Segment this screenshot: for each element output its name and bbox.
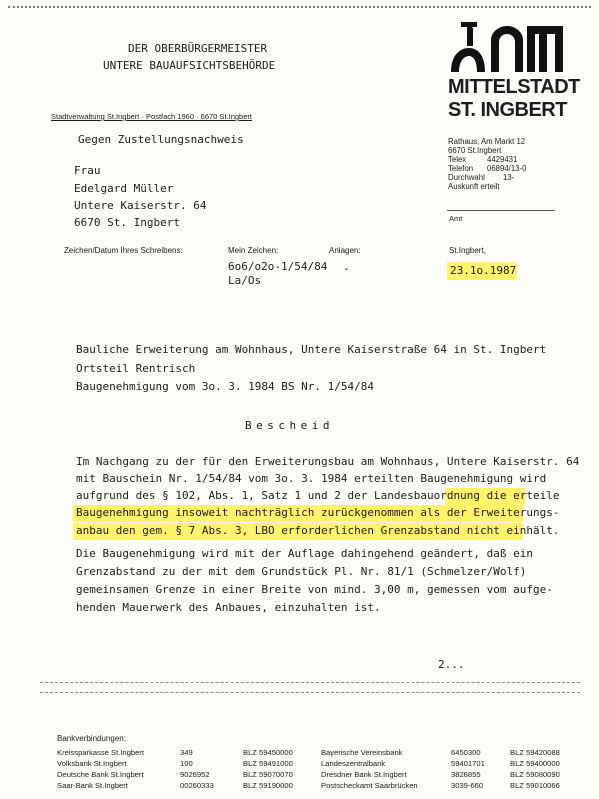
telex-value: 4429431 <box>487 155 518 164</box>
attachments-value: - <box>343 262 350 275</box>
bank-blz: BLZ 59491000 <box>243 759 293 768</box>
bank-blz: BLZ 59080090 <box>510 770 560 779</box>
bank-name: Postscheckamt Saarbrücken <box>321 781 418 790</box>
body-line-9: henden Mauerwerk des Anbaues, einzuhalten ist. <box>76 601 381 614</box>
sender-department: UNTERE BAUAUFSICHTSBEHÖRDE <box>103 59 276 72</box>
subject-line1: Bauliche Erweiterung am Wohnhaus, Untere Kaiserstraße 64 in St. Ingbert <box>76 343 547 356</box>
city-logo-icon <box>447 18 565 74</box>
body-line-6: Die Baugenehmigung wird mit der Auflage dahingehend geändert, daß ein <box>76 547 533 560</box>
bank-account: 100 <box>180 759 193 768</box>
body-line-5: anbau den gem. § 7 Abs. 3, LBO erforderlichen Grenzabstand nicht einhält. <box>76 524 560 537</box>
top-dotted-border <box>8 6 591 8</box>
telefon-label: Telefon <box>448 164 474 173</box>
telex-label: Telex <box>448 155 467 164</box>
place-label: St.Ingbert, <box>449 246 486 255</box>
durchwahl-label: Durchwahl <box>448 173 485 182</box>
bank-blz: BLZ 59010066 <box>510 781 560 790</box>
their-reference-label: Zeichen/Datum Ihres Schreibens: <box>64 246 183 255</box>
return-address: Stadtverwaltung St.Ingbert · Postfach 1960 · 6670 St.Ingbert <box>51 112 252 121</box>
bank-blz: BLZ 59420088 <box>510 748 560 757</box>
bank-name: Landeszentralbank <box>321 759 386 768</box>
contact-address2: 6670 St.Ingbert <box>448 146 502 155</box>
bank-account: 3039-660 <box>451 781 484 790</box>
recipient-name: Edelgard Müller <box>74 182 174 195</box>
auskunft-label: Auskunft erteilt <box>448 182 500 191</box>
bank-name: Kreissparkasse St.Ingbert <box>57 748 144 757</box>
contact-address1: Rathaus, Am Markt 12 <box>448 137 526 146</box>
bank-section-title: Bankverbindungen: <box>57 734 126 743</box>
body-line-4: Baugenehmigung insoweit nachträglich zurückgenommen als der Erweiterungs- <box>76 506 560 519</box>
body-line-1: Im Nachgang zu der für den Erweiterungsbau am Wohnhaus, Untere Kaiserstr. 64 <box>76 455 580 468</box>
bank-blz: BLZ 59070070 <box>243 770 293 779</box>
letter-date: 23.1o.1987 <box>450 264 517 277</box>
recipient-city: 6670 St. Ingbert <box>74 216 180 229</box>
bank-account: 9026952 <box>180 770 210 779</box>
body-line-7: Grenzabstand zu der mit dem Grundstück Pl. Nr. 81/1 (Schmelzer/Wolf) <box>76 565 527 578</box>
bank-name: Dresdner Bank St.Ingbert <box>321 770 407 779</box>
bank-name: Deutsche Bank St.Ingbert <box>57 770 144 779</box>
subject-line3: Baugenehmigung vom 3o. 3. 1984 BS Nr. 1/54/84 <box>76 380 375 393</box>
shipping-note: Gegen Zustellungsnachweis <box>78 133 244 146</box>
footer-dashed-rule-2 <box>40 692 580 693</box>
body-line-2: mit Bauschein Nr. 1/54/84 vom 3o. 3. 1984 erteilten Baugenehmigung wird <box>76 472 547 485</box>
body-line-3 <box>76 489 559 502</box>
body-line-8: gemeinsamen Grenze in einer Breite von mind. 3,00 m, gemessen vom aufge- <box>76 583 553 596</box>
our-reference-initials: La/Os <box>228 274 262 287</box>
bank-account: 00260333 <box>180 781 214 790</box>
durchwahl-value: 13- <box>503 173 515 182</box>
amt-divider <box>447 210 555 211</box>
footer-dashed-rule-1 <box>40 682 580 683</box>
recipient-salutation: Frau <box>74 164 101 177</box>
bank-name: Saar-Bank St.Ingbert <box>57 781 128 790</box>
page-continuation: 2... <box>438 658 465 671</box>
bank-name: Bayerische Vereinsbank <box>321 748 403 757</box>
telefon-value: 06894/13-0 <box>487 164 527 173</box>
sender-title: DER OBERBÜRGERMEISTER <box>128 42 268 55</box>
our-reference-value: 6o6/o2o-1/54/84 <box>228 260 328 273</box>
bank-account: 59401701 <box>451 759 485 768</box>
bank-blz: BLZ 59450000 <box>243 748 293 757</box>
recipient-street: Untere Kaiserstr. 64 <box>74 199 207 212</box>
logo-text-line2: ST. INGBERT <box>448 99 567 121</box>
attachments-label: Anlagen: <box>329 246 361 255</box>
bank-account: 3826855 <box>451 770 481 779</box>
subject-line2: Ortsteil Rentrisch <box>76 362 196 375</box>
body-line-3-text: aufgrund des § 102, Abs. 1, Satz 1 und 2 der Landesbauordnung <box>76 489 487 502</box>
bank-name: Volksbank St.Ingbert <box>57 759 127 768</box>
bank-blz: BLZ 59190000 <box>243 781 293 790</box>
bank-account: 6450300 <box>451 748 481 757</box>
our-reference-label: Mein Zeichen: <box>228 246 279 255</box>
body-line-3-highlighted: die erteile <box>486 489 560 502</box>
document-heading: Bescheid <box>245 419 334 432</box>
bank-account: 349 <box>180 748 193 757</box>
bank-blz: BLZ 59400000 <box>510 759 560 768</box>
logo-text-line1: MITTELSTADT <box>448 76 580 98</box>
amt-label: Amt <box>449 214 463 223</box>
